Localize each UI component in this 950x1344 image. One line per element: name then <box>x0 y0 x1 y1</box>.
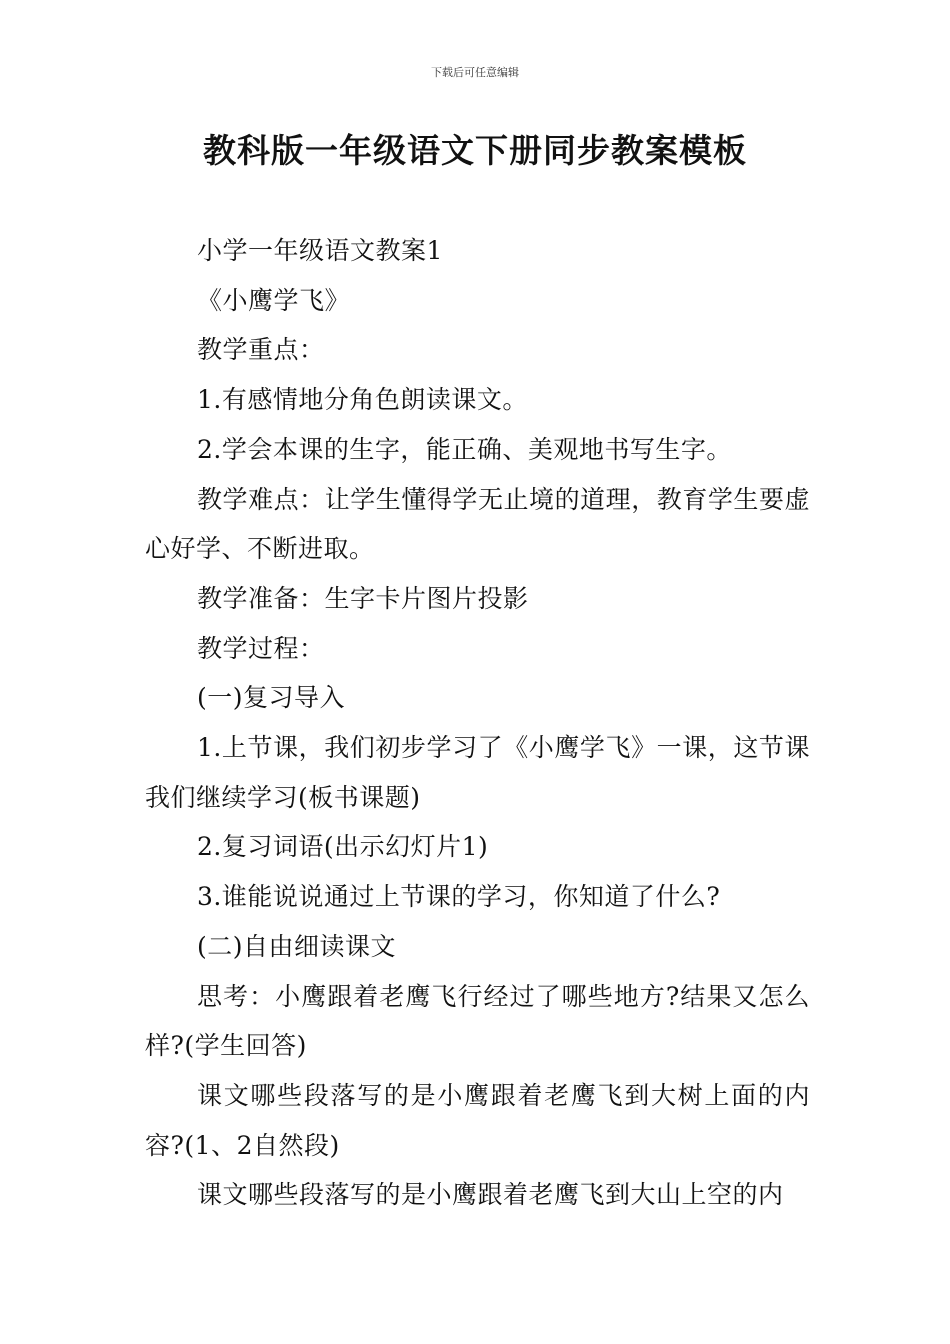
paragraph: 2.学会本课的生字，能正确、美观地书写生字。 <box>197 434 732 464</box>
paragraph: 《小鹰学飞》 <box>197 285 351 315</box>
paragraph: 1.上节课，我们初步学习了《小鹰学飞》一课，这节课我们继续学习(板书课题) <box>145 733 810 812</box>
paragraph: 小学一年级语文教案1 <box>197 236 443 265</box>
paragraph: 课文哪些段落写的是小鹰跟着老鹰飞到大树上面的内容?(1、2自然段) <box>145 1080 810 1160</box>
paragraph: 3.谁能说说通过上节课的学习，你知道了什么? <box>197 882 721 912</box>
paragraph: 2.复习词语(出示幻灯片1) <box>197 832 489 862</box>
page-header-note: 下载后可任意编辑 <box>431 66 519 79</box>
paragraph: (二)自由细读课文 <box>197 931 397 961</box>
paragraph: 教学准备：生字卡片图片投影 <box>197 583 529 613</box>
paragraph: 教学重点： <box>197 335 325 365</box>
paragraph: 思考：小鹰跟着老鹰飞行经过了哪些地方?结果又怎么样?(学生回答) <box>145 981 810 1061</box>
paragraph: 教学难点：让学生懂得学无止境的道理，教育学生要虚心好学、不断进取。 <box>145 484 810 564</box>
paragraph: 教学过程： <box>197 633 325 663</box>
paragraph: 1.有感情地分角色朗读课文。 <box>197 385 528 415</box>
paragraph: 课文哪些段落写的是小鹰跟着老鹰飞到大山上空的内 <box>197 1180 784 1210</box>
paragraph: (一)复习导入 <box>197 683 346 713</box>
document-title: 教科版一年级语文下册同步教案模板 <box>203 131 747 170</box>
document-body <box>145 226 810 1220</box>
